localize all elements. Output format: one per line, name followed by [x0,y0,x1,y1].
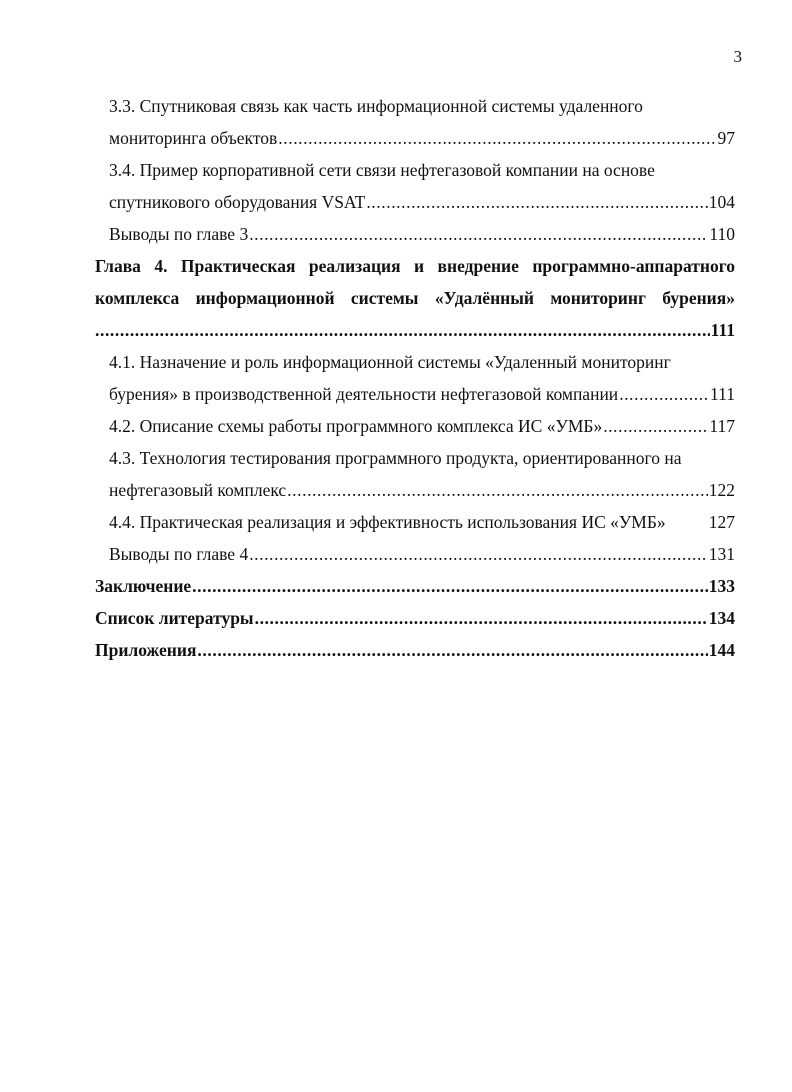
toc-chapter-4-line-1[interactable] [95,250,735,282]
toc-page-number: 117 [709,416,735,436]
toc-entry-text: 4.3. Технология тестирования программного продукта, ориентированного на [109,448,682,468]
toc-chapter-text: Приложения [95,640,197,660]
dot-leader [603,410,708,442]
toc-entry-text: мониторинга объектов [109,128,278,148]
toc-appendices[interactable] [95,634,735,666]
toc-page-number: 110 [709,224,735,244]
toc-entry-text: 3.4. Пример корпоративной сети связи нефтегазовой компании на основе [109,160,655,180]
toc-page-number: 111 [710,384,735,404]
toc-page-number: 127 [708,512,735,532]
toc-entry-text: 4.2. Описание схемы работы программного комплекса ИС «УМБ» [109,416,603,436]
toc-entry-3-3-line-1[interactable] [95,90,735,122]
toc-entry-4-3-line-1[interactable] [95,442,735,474]
toc-page-number: 133 [708,576,735,596]
toc-entry-4-1-line-1[interactable] [95,346,735,378]
toc-entry-4-2[interactable] [95,410,735,442]
toc-entry-4-1-line-2[interactable] [95,378,735,410]
toc-entry-4-3-line-2[interactable] [95,474,735,506]
dot-leader [278,122,716,154]
toc-entry-text: нефтегазовый комплекс [109,480,287,500]
toc-page-number: 131 [708,544,735,564]
toc-entry-text: Выводы по главе 3 [109,224,249,244]
toc-entry-text: 4.4. Практическая реализация и эффективность использования ИС «УМБ» [109,512,666,532]
table-of-contents [95,90,735,666]
dot-leader [192,570,708,602]
toc-entry-text: спутникового оборудования VSAT [109,192,366,212]
dot-leader [619,378,709,410]
toc-entry-chapter-3-conclusions[interactable] [95,218,735,250]
toc-chapter-4-page-line[interactable] [95,314,735,346]
toc-page-number: 134 [708,608,735,628]
toc-entry-text: Выводы по главе 4 [109,544,249,564]
toc-conclusion[interactable] [95,570,735,602]
dot-leader [249,538,708,570]
toc-entry-text: 3.3. Спутниковая связь как часть информационной системы удаленного [109,96,643,116]
toc-chapter-text: комплекса информационной системы «Удалённый мониторинг бурения» [95,288,735,308]
toc-chapter-text: Глава 4. Практическая реализация и внедрение программно-аппаратного [95,256,735,276]
toc-entry-text: бурения» в производственной деятельности нефтегазовой компании [109,384,619,404]
toc-entry-chapter-4-conclusions[interactable] [95,538,735,570]
toc-page-number: 122 [708,480,735,500]
toc-page-number: 144 [708,640,735,660]
dot-leader [249,218,708,250]
dot-leader [255,602,708,634]
toc-entry-3-3-line-2[interactable] [95,122,735,154]
toc-page-number: 97 [717,128,735,148]
dot-leader [287,474,708,506]
toc-entry-text: 4.1. Назначение и роль информационной системы «Удаленный мониторинг [109,352,671,372]
toc-chapter-text: Список литературы [95,608,254,628]
toc-references[interactable] [95,602,735,634]
toc-chapter-text: Заключение [95,576,192,596]
page-number: 3 [733,47,742,66]
toc-entry-3-4-line-1[interactable] [95,154,735,186]
dot-leader [95,314,710,346]
toc-page-number: 111 [710,320,735,340]
toc-chapter-4-line-2[interactable] [95,282,735,314]
toc-entry-3-4-line-2[interactable] [95,186,735,218]
toc-page-number: 104 [708,192,735,212]
dot-leader [366,186,707,218]
toc-entry-4-4[interactable] [95,506,735,538]
dot-leader [197,634,707,666]
